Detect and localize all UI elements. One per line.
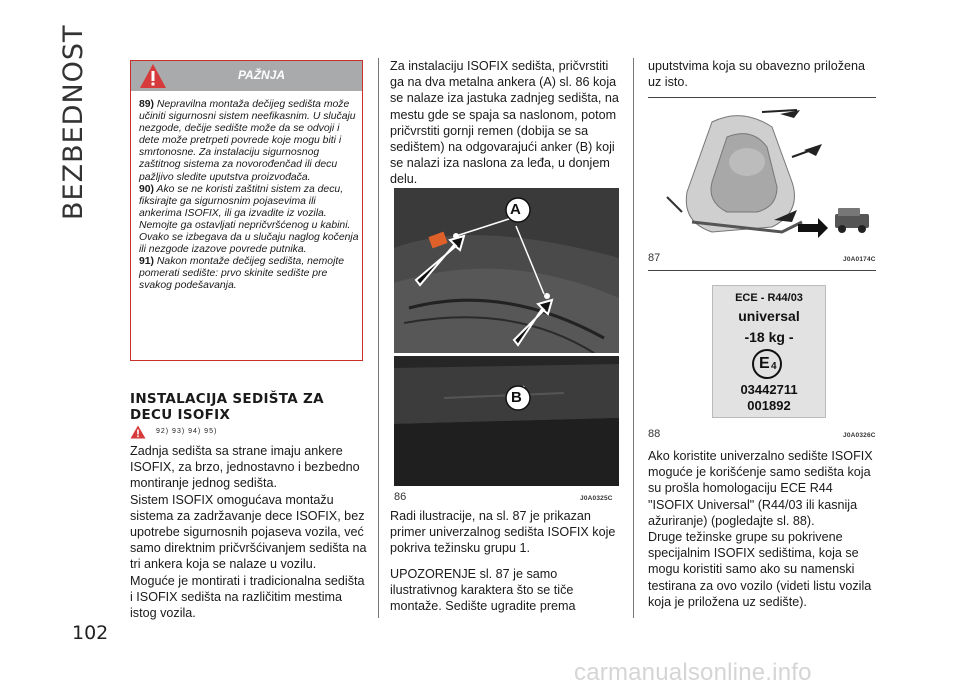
ece-category: universal <box>738 308 800 324</box>
figure-88-number: 88 <box>648 428 661 440</box>
e-mark-letter: E <box>759 355 770 372</box>
figure-86-image <box>394 188 619 486</box>
figure-87-number: 87 <box>648 252 661 264</box>
figure-88-top-rule <box>648 270 876 271</box>
ece-serial-number: 001892 <box>747 398 791 413</box>
warning-header <box>131 61 362 91</box>
column-2-intro: Za instalaciju ISOFIX sedišta, pričvrstiti ga na dva metalna ankera (A) sl. 86 koja se nalaze iza jastuka zadnjeg sedišta, na mestu gde se spaja sa naslonom, potom pričvrstiti gornji remen (dobija se sa sedištem) na odgovarajući anker (B) koji se nalazi iza naslona za leđa, u donjem delu. <box>390 59 619 187</box>
paragraph: UPOZORENJE sl. 87 je samo ilustrativnog karaktera što se tiče montaže. Sedište ugradite prema <box>390 566 576 614</box>
label-b: B <box>511 389 522 406</box>
label-a: A <box>510 201 521 218</box>
warning-item-number: 91) <box>139 256 155 268</box>
section-title-text: BEZBEDNOST <box>58 24 89 220</box>
figure-86-number: 86 <box>394 491 407 503</box>
reference-numbers: 92) 93) 94) 95) <box>156 428 218 435</box>
child-seat-illustration <box>652 102 876 244</box>
warning-item-text: Nakon montaže dečijeg sedišta, nemojte pomerati sedište: prvo skinite sedište pre svakog podešavanja. <box>139 256 345 292</box>
warning-item-number: 90) <box>139 183 155 195</box>
warning-item <box>139 184 359 257</box>
column-divider <box>633 58 634 618</box>
paragraph: Ako koristite univerzalno sedište ISOFIX moguće je korišćenje samo sedišta koja su prošla homologaciju ECE R44 "ISOFIX Universal" (R44/03 ili kasnija ažuriranje) (pogledajte sl. 88). <box>648 449 873 528</box>
ece-regulation: ECE - R44/03 <box>735 292 803 304</box>
column-3-intro: uputstvima koja su obavezno priložena uz isto. <box>648 59 866 90</box>
warning-item-text: Nepravilna montaža dečijeg sedišta može učiniti sigurnosni sistem neefikasnim. U slučaju nezgode, dečije sedište može da se odvoji i dete može pretrpeti povrede koje mogu biti i smrtonosne. Za instalaciju sigurnosnog zaštitnog sistema za novorođenčad ili decu pažljivo sledite uputstva proizvođača. <box>139 99 356 183</box>
warning-triangle-icon <box>130 425 146 439</box>
paragraph: Radi ilustracije, na sl. 87 je prikazan primer univerzalnog sedišta ISOFIX koje pokriva težinsku grupu 1. <box>390 509 616 556</box>
column-divider <box>378 58 379 618</box>
figure-87-image <box>652 102 876 244</box>
paragraph: Druge težinske grupe su pokrivene specijalnim ISOFIX sedištima, koja se mogu koristiti samo ako su namenski testirana za ovo vozilo (videti listu vozila koja je priložena uz sedište). <box>648 530 872 609</box>
e-mark-icon <box>752 349 782 379</box>
figure-87-top-rule <box>648 97 876 98</box>
warning-item-number: 89) <box>139 99 155 110</box>
paragraph: Zadnja sedišta sa strane imaju ankere ISOFIX, za brzo, jednostavno i bezbedno montiranje jednog sedišta. <box>130 444 360 491</box>
section-title <box>58 24 108 220</box>
ece-approval-label <box>712 285 826 418</box>
e-mark-number: 4 <box>771 361 777 372</box>
figure-88-code: J0A0326C <box>843 432 876 439</box>
figure-87-code: J0A0174C <box>843 256 876 263</box>
watermark: carmanualsonline.info <box>574 659 812 686</box>
ece-weight: -18 kg - <box>744 329 794 345</box>
column-3-text <box>648 448 880 610</box>
warning-box <box>130 60 363 361</box>
column-2-text <box>390 508 625 614</box>
warning-item-text: Ako se ne koristi zaštitni sistem za decu, fiksirajte ga sigurnosnim pojasevima ili ankerima ISOFIX, ili ga izvadite iz vozila. Nemojte ga ostavljati nepričvršćenog u kabini. Ovako se izbegava da u slučaju naglog kočenja ili nezgode izazove povrede putnika. <box>139 183 359 256</box>
figure-86-code: J0A0325C <box>580 495 613 502</box>
section-heading: INSTALACIJA SEDIŠTA ZA DECU ISOFIX <box>130 391 324 423</box>
page-number: 102 <box>72 622 109 644</box>
warning-title: PAŽNJA <box>237 68 286 82</box>
paragraph: Moguće je montirati i tradicionalna sedišta i ISOFIX sedišta na različitim mestima istog vozila. <box>130 573 365 621</box>
warning-body <box>139 99 359 293</box>
warning-references <box>130 425 365 439</box>
ece-approval-number: 03442711 <box>740 382 798 397</box>
paragraph: Sistem ISOFIX omogućava montažu sistema za zadržavanje dece ISOFIX, bez upotrebe sigurnosnih pojaseva vozila, već samo direktnim pričvršćivanjem sedišta na tri ankera koja se nalaze u vozilu. <box>130 492 367 572</box>
warning-item <box>139 99 359 184</box>
isofix-anchor-photo <box>394 188 619 486</box>
column-1-text <box>130 443 370 621</box>
warning-item <box>139 256 359 292</box>
